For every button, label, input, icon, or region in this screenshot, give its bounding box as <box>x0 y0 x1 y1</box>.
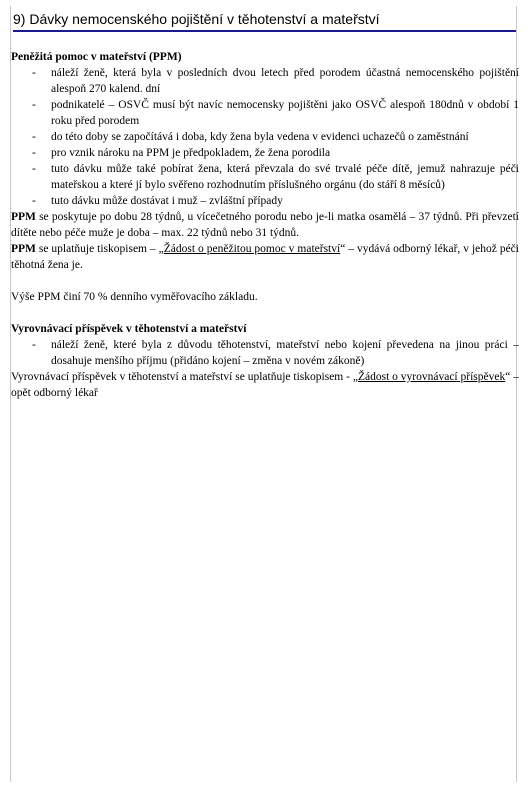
list-item: - tuto dávku může také pobírat žena, která převzala do své trvalé péče dítě, jemuž nahrazuje péči mateřskou a které jí bylo svěřeno rozhodnutím příslušného orgánu (do stáří 8 měsíců) <box>32 163 519 191</box>
ppm-form-name: Žádost o peněžitou pomoc v mateřství <box>163 243 341 255</box>
ppm-duration-paragraph: PPM se poskytuje po dobu 28 týdnů, u vícečetného porodu nebo je-li matka osamělá – 37 týdnů. Při převzetí dítěte nebo péče muže je doba – max. 22 týdnů nebo 31 týdnů. <box>11 211 519 239</box>
ppm-heading: Peněžitá pomoc v mateřství (PPM) <box>11 51 182 63</box>
list-item: - podnikatelé – OSVČ musí být navíc nemocensky pojištěni jako OSVČ alespoň 180dnů v období 1 roku před porodem <box>32 99 519 127</box>
section-title: 9) Dávky nemocenského pojištění v těhotenství a mateřství <box>13 10 516 32</box>
list-item: - tuto dávku může dostávat i muž – zvláštní případy <box>32 195 283 207</box>
list-item: - náleží ženě, která byla v posledních dvou letech před porodem účastná nemocenského pojištění alespoň 270 kalend. dní <box>32 67 519 95</box>
ppm-rate-paragraph: Výše PPM činí 70 % denního vyměřovacího základu. <box>11 291 258 303</box>
ppm-list <box>11 65 519 209</box>
vyr-heading: Vyrovnávací příspěvek v těhotenství a mateřství <box>11 323 247 335</box>
vyr-form-paragraph: Vyrovnávací příspěvek v těhotenství a mateřství se uplatňuje tiskopisem - „Žádost o vyrovnávací příspěvek“ – opět odborný lékař <box>11 371 519 399</box>
list-item: - náleží ženě, které byla z důvodu těhotenství, mateřství nebo kojení převedena na jinou práci – dosahuje menšího příjmu (přidáno kojení – změna v novém zákoně) <box>32 339 519 367</box>
list-item: - pro vznik nároku na PPM je předpokladem, že žena porodila <box>32 147 331 159</box>
ppm-form-paragraph: PPM se uplatňuje tiskopisem – „Žádost o peněžitou pomoc v mateřství“ – vydává odborný lékař, v jehož péči těhotná žena je. <box>11 243 519 271</box>
list-item: - do této doby se započítává i doba, kdy žena byla vedena v evidenci uchazečů o zaměstnání <box>32 131 469 143</box>
vyr-list <box>11 337 519 369</box>
vyr-form-name: Žádost o vyrovnávací příspěvek <box>357 371 506 383</box>
document-body <box>11 49 519 401</box>
document-page <box>10 6 517 782</box>
